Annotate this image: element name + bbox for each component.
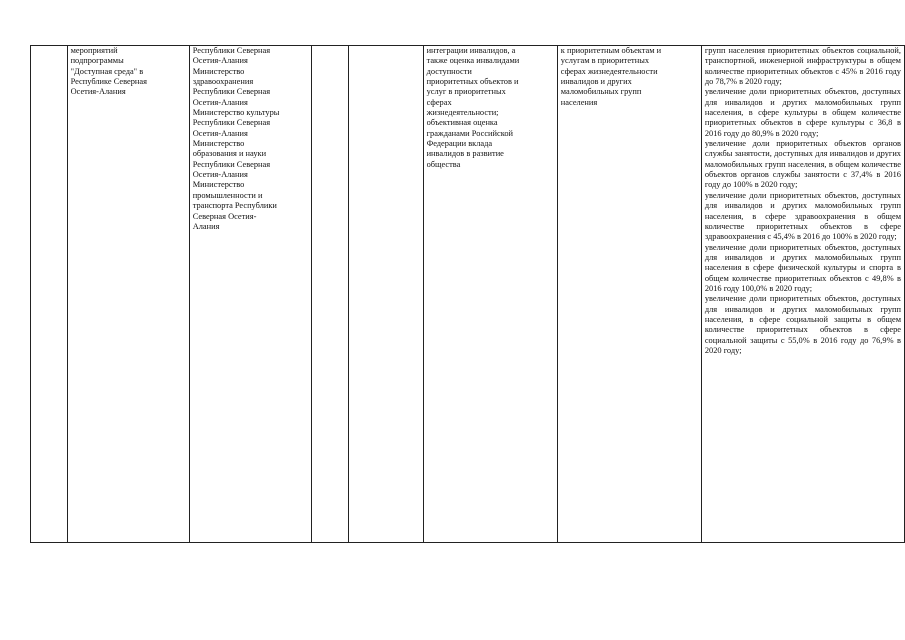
cell-indicators (701, 46, 904, 543)
cell-event-name: мероприятий подпрограммы "Доступная среда" в Республике Северная Осетия-Алания (67, 46, 189, 543)
cell-start-date (311, 46, 348, 543)
cell-expected-result: интеграции инвалидов, а также оценка инвалидами доступности приоритетных объектов и услуг в приоритетных сферах жизнедеятельности; объективная оценка гражданами Российской Федерации вклада инвалидов в развитие общества (423, 46, 557, 543)
indicator-paragraph: увеличение доли приоритетных объектов, доступных для инвалидов и других маломобильных групп населения, в сфере здравоохранения в общем количестве приоритетных объектов в сфере здравоохранения с 45,4% в 2016 до 100% в 2020 году; (704, 190, 901, 242)
table-row (31, 46, 905, 543)
indicator-paragraph: увеличение доли приоритетных объектов, доступных для инвалидов и других маломобильных групп населения в сфере физической культуры и спорта в общем количестве приоритетных объектов с 49,8% в 2016 году 100,0% в 2020 году; (704, 242, 901, 293)
indicator-paragraph: групп населения приоритетных объектов социальной, транспортной, инженерной инфраструктуры в общем количестве приоритетных объектов с 45% в 2016 году до 78,7% в 2020 году; (704, 46, 901, 87)
program-table (30, 45, 905, 543)
indicator-paragraph: увеличение доли приоритетных объектов органов службы занятости, доступных для инвалидов и других маломобильных групп населения, в общем количестве объектов органов службы занятости с 37,4% в 2016 году до 100% в 2020 году; (704, 139, 901, 190)
indicator-paragraph: увеличение доли приоритетных объектов, доступных для инвалидов и других маломобильных групп населения, в сфере культуры в общем количестве приоритетных объектов в сфере культуры с 36,8 в 2016 году до 80,9% в 2020 году; (704, 87, 901, 138)
cell-number (31, 46, 68, 543)
cell-consequences: к приоритетным объектам и услугам в приоритетных сферах жизнедеятельности инвалидов и других маломобильных групп населения (557, 46, 701, 543)
cell-end-date (348, 46, 423, 543)
indicator-paragraph: увеличение доли приоритетных объектов, доступных для инвалидов и других маломобильных групп населения, в сфере социальной защиты в общем количестве приоритетных объектов в сфере социальной защиты с 55,0% в 2016 году до 76,9% в 2020 году; (704, 294, 901, 355)
cell-executors: Республики Северная Осетия-Алания Министерство здравоохранения Республики Северная Осетия-Алания Министерство культуры Республики Северная Осетия-Алания Министерство образования и науки Республики Северная Осетия-Алания Министерство промышленности и транспорта Республики Северная Осетия- Алания (189, 46, 311, 543)
